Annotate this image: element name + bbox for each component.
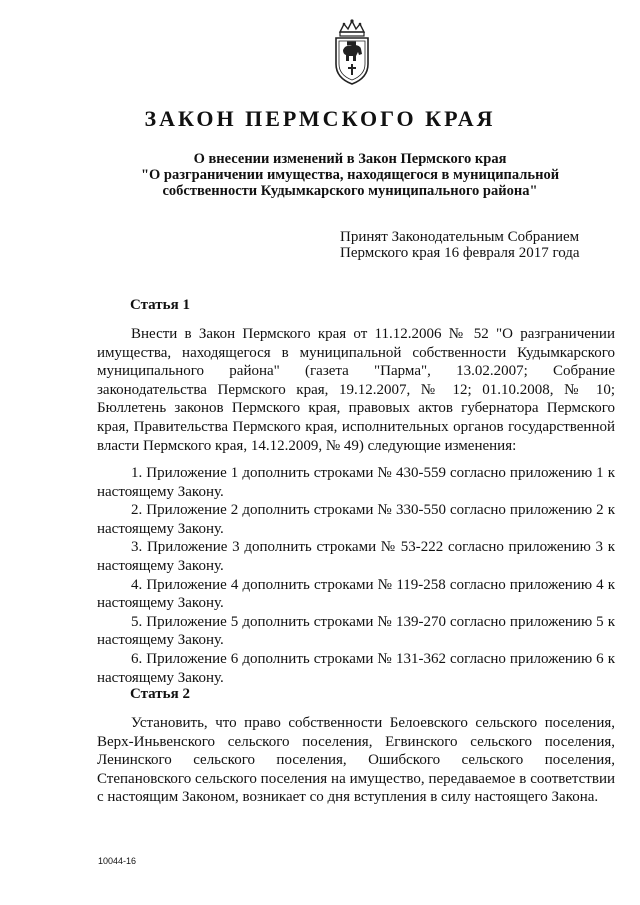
law-title: ЗАКОН ПЕРМСКОГО КРАЯ <box>144 106 496 131</box>
adoption-line: Пермского края 16 февраля 2017 года <box>340 245 580 261</box>
list-item: 2. Приложение 2 дополнить строками № 330-550 согласно приложению 2 к настоящему Закону. <box>97 502 615 537</box>
article-1-intro: Внести в Закон Пермского края от 11.12.2006 № 52 "О разграничении имущества, находящегося в муниципальной собственности Кудымкарского муниципального района" (газета "Парма", 13.02.2007; Собрание законодательства Пермского края, 19.12.2007, № 12; 01.10.2008, № 10; Бюллетень законов Пермского края, правовых актов губернатора Пермского края, Правительства Пермского края, исполнительных органов государственной власти Пермского края, 14.12.2009, № 49) следующие изменения: <box>97 326 615 454</box>
list-item: 1. Приложение 1 дополнить строками № 430-559 согласно приложению 1 к настоящему Закону. <box>97 465 615 500</box>
law-subtitle <box>110 151 590 199</box>
article-1-items <box>97 464 615 687</box>
article-2-text: Установить, что право собственности Белоевского сельского поселения, Верх-Иньвенского сельского поселения, Егвинского сельского поселения, Ленинского сельского поселения, Ошибского сельского поселения, Степановского сельского поселения на имущество, передаваемое в соответствии с настоящим Законом, возникает со дня вступления в силу настоящего Закона. <box>97 715 615 806</box>
article-2-heading: Статья 2 <box>130 686 190 702</box>
list-item: 5. Приложение 5 дополнить строками № 139-270 согласно приложению 5 к настоящему Закону. <box>97 613 615 649</box>
adoption-line: Принят Законодательным Собранием <box>340 229 580 245</box>
subtitle-line: О внесении изменений в Закон Пермского края <box>193 151 507 167</box>
perm-krai-coat-of-arms-icon <box>330 18 374 86</box>
adoption-note <box>340 229 580 261</box>
list-item: 6. Приложение 6 дополнить строками № 131-362 согласно приложению 6 к настоящему Закону. <box>97 650 615 686</box>
list-item: 4. Приложение 4 дополнить строками № 119-258 согласно приложению 4 к настоящему Закону. <box>97 576 615 612</box>
document-code: 10044-16 <box>98 856 137 866</box>
subtitle-line: "О разграничении имущества, находящегося в муниципальной <box>140 167 560 183</box>
list-item: 3. Приложение 3 дополнить строками № 53-222 согласно приложению 3 к настоящему Закону. <box>97 539 615 574</box>
article-1-heading: Статья 1 <box>130 297 190 313</box>
subtitle-line: собственности Кудымкарского муниципального района" <box>162 183 538 199</box>
